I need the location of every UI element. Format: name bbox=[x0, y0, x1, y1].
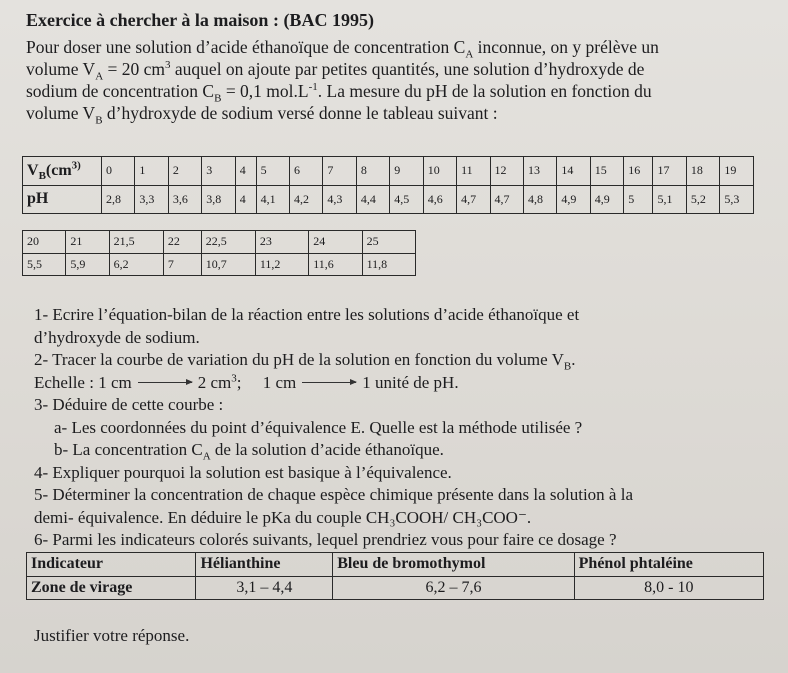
table-cell: 21 bbox=[66, 231, 109, 254]
indicator-header-row bbox=[27, 553, 764, 577]
table-cell: 18 bbox=[686, 157, 719, 186]
arrow-icon bbox=[302, 382, 356, 383]
table-cell: 11 bbox=[457, 157, 490, 186]
table-cell: 3 bbox=[202, 157, 235, 186]
table-cell: 5 bbox=[256, 157, 289, 186]
range-phenolphtaleine: 8,0 - 10 bbox=[574, 576, 763, 600]
ph-table-part-2 bbox=[22, 230, 416, 276]
table-cell: 6 bbox=[290, 157, 323, 186]
table-cell: 12 bbox=[490, 157, 523, 186]
table-cell: 3,3 bbox=[135, 185, 168, 214]
indicator-bbt: Bleu de bromothymol bbox=[333, 553, 574, 577]
range-helianthine: 3,1 – 4,4 bbox=[196, 576, 333, 600]
table-cell: 15 bbox=[590, 157, 623, 186]
volume-row bbox=[23, 157, 754, 186]
question-1-cont: d’hydroxyde de sodium. bbox=[34, 327, 200, 347]
question-3: 3- Déduire de cette courbe : bbox=[34, 395, 224, 414]
ph-row-2 bbox=[23, 253, 416, 276]
table-cell: 7 bbox=[323, 157, 356, 186]
table-cell: 1 bbox=[135, 157, 168, 186]
table-cell: 13 bbox=[523, 157, 556, 186]
scale-line: Echelle : 1 cm 2 $cm^3$; 1 cm 1 unité de pH. bbox=[34, 371, 459, 392]
table-cell: 10,7 bbox=[201, 253, 255, 276]
table-cell: 9 bbox=[390, 157, 423, 186]
table-cell: 4,9 bbox=[557, 185, 590, 214]
table-cell: 2,8 bbox=[102, 185, 135, 214]
table-cell: 16 bbox=[624, 157, 653, 186]
indicator-table bbox=[26, 552, 764, 600]
intro-line-3: sodium de concentration $C_B = 0,1$ $mol.L^{-1}$. La mesure du pH de la solution en fonction du bbox=[26, 81, 652, 105]
table-cell: 5,2 bbox=[686, 185, 719, 214]
table-cell: 4,9 bbox=[590, 185, 623, 214]
table-cell: 4,7 bbox=[490, 185, 523, 214]
question-3a: a- Les coordonnées du point d’équivalence E. Quelle est la méthode utilisée ? bbox=[54, 417, 583, 437]
question-1: 1- Ecrire l’équation-bilan de la réaction entre les solutions d’acide éthanoïque et bbox=[34, 305, 580, 324]
questions bbox=[34, 304, 764, 552]
indicator-helianthine: Hélianthine bbox=[196, 553, 333, 577]
table-cell: 20 bbox=[23, 231, 66, 254]
table-cell: 21,5 bbox=[109, 231, 163, 254]
table-cell: 5 bbox=[624, 185, 653, 214]
intro-line-1: Pour doser une solution d’acide éthanoïque de concentration $C_A$ inconnue, on y prélève un bbox=[26, 37, 659, 61]
table-cell: 23 bbox=[255, 231, 308, 254]
indicator-range-row bbox=[27, 576, 764, 600]
exercise-title: Exercice à chercher à la maison : (BAC 1995) bbox=[26, 10, 374, 30]
table-cell: 11,6 bbox=[309, 253, 362, 276]
table-cell: 11,2 bbox=[255, 253, 308, 276]
ph-header: pH bbox=[23, 185, 102, 214]
question-3b: b- La concentration $C_A$ de la solution d’acide éthanoïque. bbox=[54, 440, 444, 463]
table-cell: 11,8 bbox=[362, 253, 415, 276]
table-cell: 4,2 bbox=[290, 185, 323, 214]
question-2: 2- Tracer la courbe de variation du pH de la solution en fonction du volume $V_B$. bbox=[34, 350, 576, 373]
question-6: 6- Parmi les indicateurs colorés suivants, lequel prendriez vous pour faire ce dosage ? bbox=[34, 530, 617, 549]
table-cell: 22 bbox=[163, 231, 201, 254]
table-cell: 3,8 bbox=[202, 185, 235, 214]
range-bbt: 6,2 – 7,6 bbox=[333, 576, 574, 600]
table-cell: 0 bbox=[102, 157, 135, 186]
indicator-label: Indicateur bbox=[27, 553, 196, 577]
table-cell: 22,5 bbox=[201, 231, 255, 254]
justify-line: Justifier votre réponse. bbox=[34, 626, 190, 645]
volume-row-2 bbox=[23, 231, 416, 254]
table-cell: 4,8 bbox=[523, 185, 556, 214]
table-cell: 17 bbox=[653, 157, 686, 186]
table-cell: 4,7 bbox=[457, 185, 490, 214]
table-cell: 14 bbox=[557, 157, 590, 186]
table-cell: 5,5 bbox=[23, 253, 66, 276]
question-5-cont: demi- équivalence. En déduire le pKa du couple CH₃COOH/ CH₃COO⁻. bbox=[34, 507, 532, 527]
table-cell: 5,1 bbox=[653, 185, 686, 214]
table-cell: 5,3 bbox=[720, 185, 754, 214]
table-cell: 19 bbox=[720, 157, 754, 186]
indicator-phenolphtaleine: Phénol phtaléine bbox=[574, 553, 763, 577]
table-cell: 6,2 bbox=[109, 253, 163, 276]
table-cell: 4 bbox=[235, 157, 256, 186]
arrow-icon bbox=[138, 382, 192, 383]
table-cell: 4,6 bbox=[423, 185, 456, 214]
table-cell: 4,5 bbox=[390, 185, 423, 214]
exercise-intro bbox=[26, 36, 766, 127]
volume-header: $V_B(cm^{3)}$ bbox=[23, 157, 102, 186]
ph-row bbox=[23, 185, 754, 214]
table-cell: 25 bbox=[362, 231, 415, 254]
table-cell: 4,3 bbox=[323, 185, 356, 214]
table-cell: 24 bbox=[309, 231, 362, 254]
ph-table-part-1 bbox=[22, 156, 754, 214]
range-label: Zone de virage bbox=[27, 576, 196, 600]
intro-line-2: volume $V_A = 20$ $cm^3$ auquel on ajoute par petites quantités, une solution d’hydroxyde de bbox=[26, 59, 645, 83]
table-cell: 4,4 bbox=[356, 185, 389, 214]
table-cell: 8 bbox=[356, 157, 389, 186]
question-4: 4- Expliquer pourquoi la solution est basique à l’équivalence. bbox=[34, 462, 452, 482]
question-5: 5- Déterminer la concentration de chaque espèce chimique présente dans la solution à la bbox=[34, 485, 634, 504]
table-cell: 4 bbox=[235, 185, 256, 214]
intro-line-4: volume $V_B$ d’hydroxyde de sodium versé donne le tableau suivant : bbox=[26, 103, 498, 127]
table-cell: 4,1 bbox=[256, 185, 289, 214]
table-cell: 2 bbox=[168, 157, 201, 186]
table-cell: 5,9 bbox=[66, 253, 109, 276]
table-cell: 3,6 bbox=[168, 185, 201, 214]
table-cell: 10 bbox=[423, 157, 456, 186]
table-cell: 7 bbox=[163, 253, 201, 276]
